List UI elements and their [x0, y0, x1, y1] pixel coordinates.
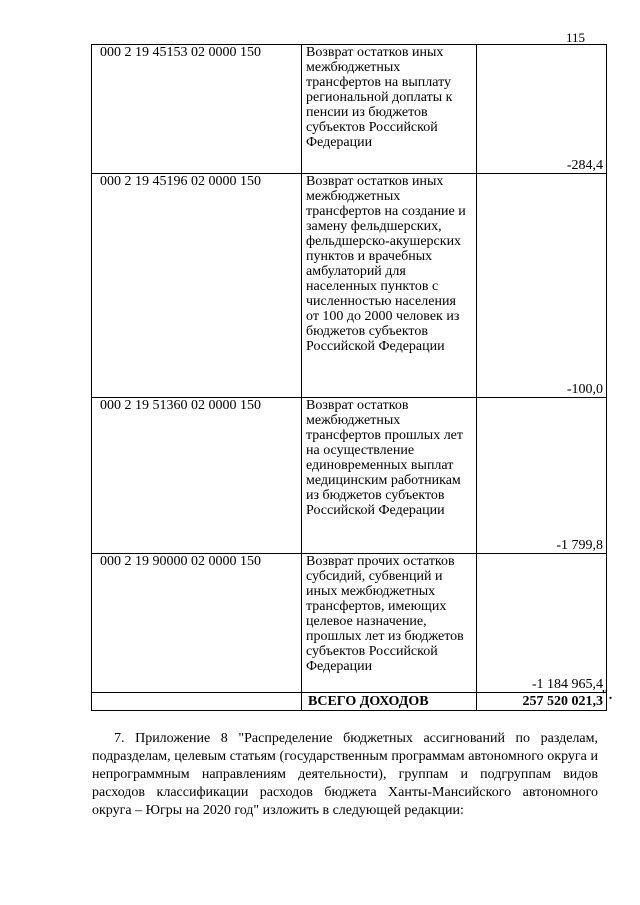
closing-quote-mark: ". — [601, 688, 613, 703]
amendment-paragraph: 7. Приложение 8 "Распределение бюджетных ассигнований по разделам, подразделам, целевым статьям (государственным программам автономного округа и непрограммным направлениям деятельности), группам и подгруппам видов расходов классификации расходов бюджета Ханты-Мансийского автономного округа – Югры на 2020 год" изложить в следующей редакции: — [92, 731, 598, 818]
total-amount: 257 520 021,3 — [477, 693, 607, 711]
budget-code-cell: 000 2 19 45153 02 0000 150 — [92, 45, 302, 174]
total-empty-cell — [92, 693, 302, 711]
table-row — [92, 554, 607, 693]
revenue-name-cell: Возврат остатков иных межбюджетных трансфертов на выплату региональной доплаты к пенсии из бюджетов субъектов Российской Федерации — [302, 45, 477, 174]
budget-code-cell: 000 2 19 51360 02 0000 150 — [92, 398, 302, 554]
amount-cell: -100,0 — [477, 174, 607, 398]
table-row — [92, 174, 607, 398]
table-row — [92, 45, 607, 174]
amount-cell: -284,4 — [477, 45, 607, 174]
budget-code-cell: 000 2 19 90000 02 0000 150 — [92, 554, 302, 693]
revenue-table — [91, 44, 607, 711]
revenue-name-cell: Возврат остатков межбюджетных трансфертов прошлых лет на осуществление единовременных выплат медицинским работникам из бюджетов субъектов Российской Федерации — [302, 398, 477, 554]
amount-cell: -1 184 965,4 — [477, 554, 607, 693]
budget-code-cell: 000 2 19 45196 02 0000 150 — [92, 174, 302, 398]
table-row — [92, 398, 607, 554]
total-row — [92, 693, 607, 711]
revenue-name-cell: Возврат прочих остатков субсидий, субвенций и иных межбюджетных трансфертов, имеющих целевое назначение, прошлых лет из бюджетов субъектов Российской Федерации — [302, 554, 477, 693]
revenue-name-cell: Возврат остатков иных межбюджетных трансфертов на создание и замену фельдшерских, фельдшерско-акушерских пунктов и врачебных амбулаторий для населенных пунктов с численностью населения от 100 до 2000 человек из бюджетов субъектов Российской Федерации — [302, 174, 477, 398]
page-number: 115 — [566, 30, 586, 45]
total-label: ВСЕГО ДОХОДОВ — [302, 693, 477, 711]
amount-cell: -1 799,8 — [477, 398, 607, 554]
